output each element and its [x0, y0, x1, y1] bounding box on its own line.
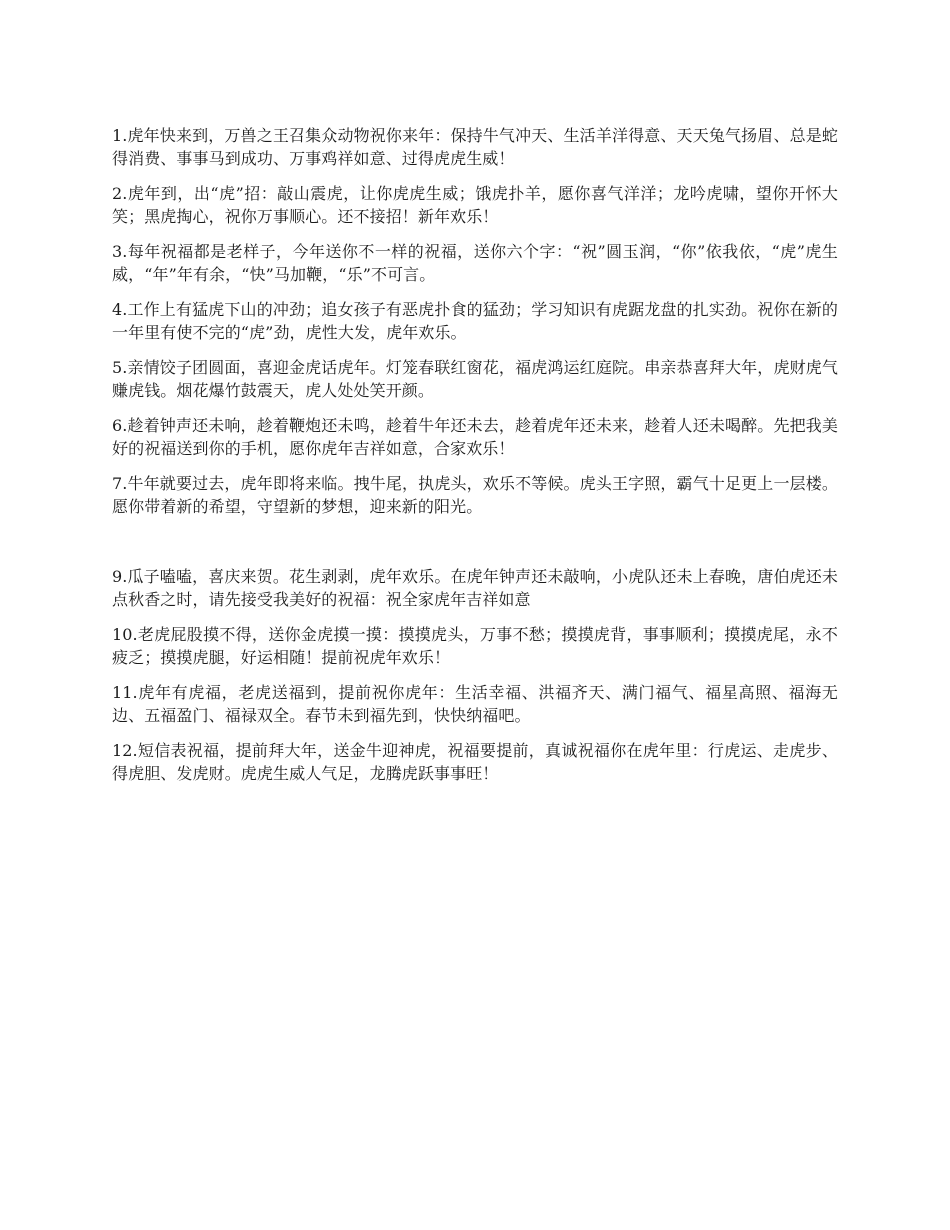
paragraph-9: 9.瓜子嗑嗑，喜庆来贺。花生剥剥，虎年欢乐。在虎年钟声还未敲响，小虎队还未上春晚，唐伯虎还未点秋香之时，请先接受我美好的祝福：祝全家虎年吉祥如意: [112, 567, 838, 609]
paragraph-12: 12.短信表祝福，提前拜大年，送金牛迎神虎，祝福要提前，真诚祝福你在虎年里：行虎运、走虎步、得虎胆、发虎财。虎虎生威人气足，龙腾虎跃事事旺！: [112, 741, 838, 783]
paragraph-10: 10.老虎屁股摸不得，送你金虎摸一摸：摸摸虎头，万事不愁；摸摸虎背，事事顺利；摸摸虎尾，永不疲乏；摸摸虎腿，好运相随！提前祝虎年欢乐！: [112, 625, 838, 667]
paragraph-4: 4.工作上有猛虎下山的冲劲；追女孩子有恶虎扑食的猛劲；学习知识有虎踞龙盘的扎实劲。祝你在新的一年里有使不完的“虎”劲，虎性大发，虎年欢乐。: [112, 300, 838, 342]
paragraph-6: 6.趁着钟声还未响，趁着鞭炮还未鸣，趁着牛年还未去，趁着虎年还未来，趁着人还未喝醉。先把我美好的祝福送到你的手机，愿你虎年吉祥如意，合家欢乐！: [112, 416, 838, 458]
document-body: [112, 124, 838, 797]
paragraph-1: 1.虎年快来到，万兽之王召集众动物祝你来年：保持牛气冲天、生活羊洋得意、天天兔气扬眉、总是蛇得消费、事事马到成功、万事鸡祥如意、过得虎虎生威！: [112, 126, 838, 168]
paragraph-11: 11.虎年有虎福，老虎送福到，提前祝你虎年：生活幸福、洪福齐天、满门福气、福星高照、福海无边、五福盈门、福禄双全。春节未到福先到，快快纳福吧。: [112, 683, 838, 725]
paragraph-2: 2.虎年到，出“虎”招：敲山震虎，让你虎虎生威；饿虎扑羊，愿你喜气洋洋；龙吟虎啸，望你开怀大笑；黑虎掏心，祝你万事顺心。还不接招！新年欢乐！: [112, 184, 838, 226]
paragraph-5: 5.亲情饺子团圆面，喜迎金虎话虎年。灯笼春联红窗花，福虎鸿运红庭院。串亲恭喜拜大年，虎财虎气赚虎钱。烟花爆竹鼓震天，虎人处处笑开颜。: [112, 358, 838, 400]
paragraph-3: 3.每年祝福都是老样子，今年送你不一样的祝福，送你六个字：“祝”圆玉润，“你”依我依，“虎”虎生威，“年”年有余，“快”马加鞭，“乐”不可言。: [112, 242, 838, 284]
paragraph-gap: [112, 530, 838, 565]
paragraph-7: 7.牛年就要过去，虎年即将来临。拽牛尾，执虎头，欢乐不等候。虎头王字照，霸气十足更上一层楼。愿你带着新的希望，守望新的梦想，迎来新的阳光。: [112, 474, 838, 516]
